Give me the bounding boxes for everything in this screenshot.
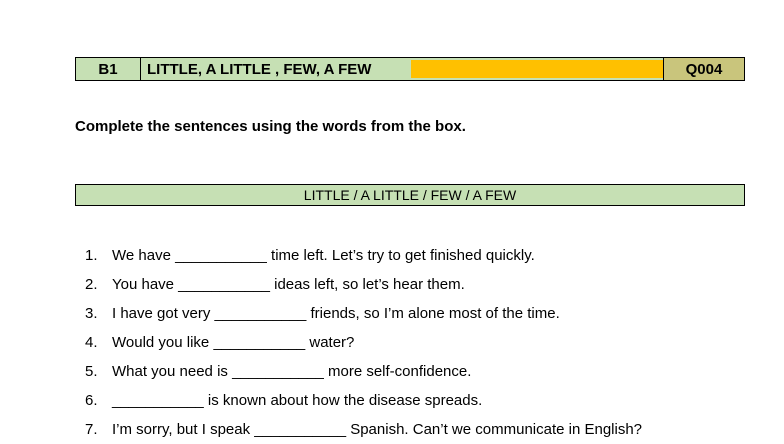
sentence-number: 2. [85, 276, 98, 293]
sentence-list [85, 241, 642, 444]
title-highlight [411, 60, 663, 78]
sentence-text: Would you like ___________ water? [112, 334, 355, 351]
worksheet-title-cell [141, 58, 663, 80]
question-code: Q004 [663, 58, 744, 80]
sentence-text: We have ___________ time left. Let’s try to get finished quickly. [112, 247, 535, 264]
level-label: B1 [76, 58, 141, 80]
sentence-text: I’m sorry, but I speak ___________ Spanish. Can’t we communicate in English? [112, 421, 643, 438]
sentence-text: ___________ is known about how the disease spreads. [112, 392, 483, 409]
word-box: LITTLE / A LITTLE / FEW / A FEW [75, 184, 745, 206]
sentence-number: 6. [85, 392, 98, 409]
sentence-number: 4. [85, 334, 98, 351]
sentence-item [85, 357, 642, 386]
worksheet-header [75, 57, 745, 81]
worksheet-title: LITTLE, A LITTLE , FEW, A FEW [147, 60, 372, 78]
sentence-number: 1. [85, 247, 98, 264]
sentence-item [85, 299, 642, 328]
sentence-number: 7. [85, 421, 98, 438]
sentence-text: I have got very ___________ friends, so I’m alone most of the time. [112, 305, 560, 322]
sentence-number: 5. [85, 363, 98, 380]
sentence-item [85, 386, 642, 415]
instruction-text: Complete the sentences using the words from the box. [75, 118, 466, 135]
sentence-text: What you need is ___________ more self-confidence. [112, 363, 472, 380]
sentence-text: You have ___________ ideas left, so let’s hear them. [112, 276, 465, 293]
sentence-item [85, 241, 642, 270]
sentence-item [85, 328, 642, 357]
sentence-item [85, 270, 642, 299]
sentence-item [85, 415, 642, 444]
sentence-number: 3. [85, 305, 98, 322]
